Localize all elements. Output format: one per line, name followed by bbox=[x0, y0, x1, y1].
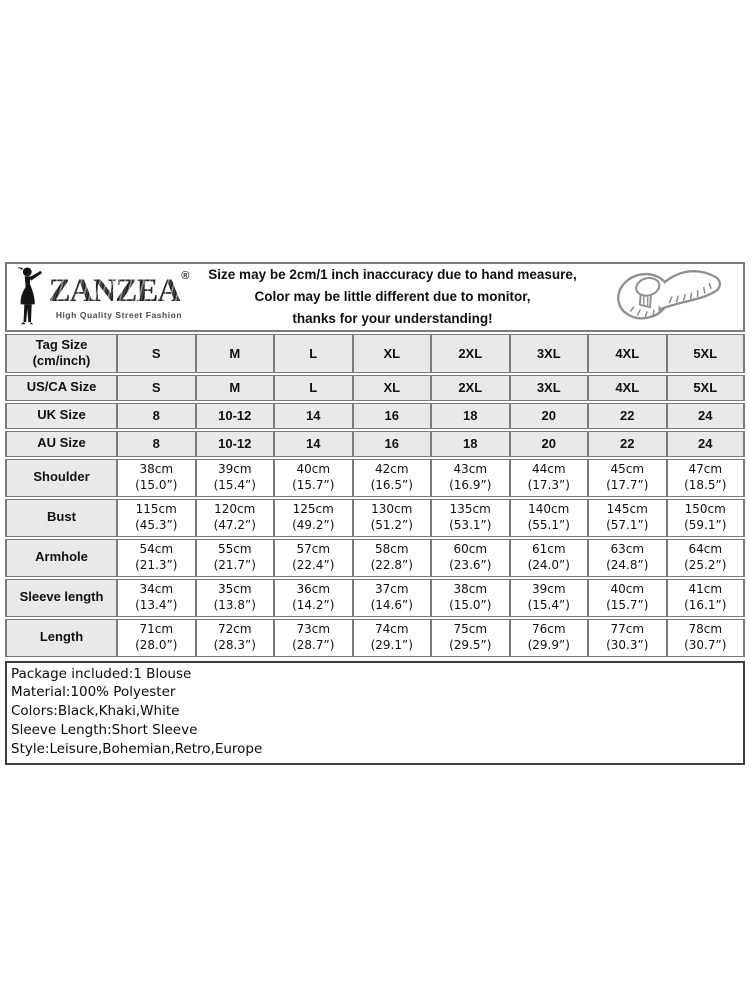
size-cell: 55cm (21.7”) bbox=[196, 539, 275, 577]
row-label: AU Size bbox=[5, 431, 117, 457]
size-cell: 34cm (13.4”) bbox=[117, 579, 196, 617]
size-cell: 16 bbox=[353, 403, 432, 429]
size-cell: 63cm (24.8”) bbox=[588, 539, 667, 577]
table-row bbox=[5, 403, 745, 429]
size-cell: 57cm (22.4”) bbox=[274, 539, 353, 577]
product-info bbox=[5, 661, 745, 765]
disclaimer-line: Size may be 2cm/1 inch inaccuracy due to hand measure, bbox=[208, 267, 577, 283]
row-label: UK Size bbox=[5, 403, 117, 429]
size-cell: 37cm (14.6”) bbox=[353, 579, 432, 617]
size-cell: 35cm (13.8”) bbox=[196, 579, 275, 617]
size-table bbox=[5, 332, 745, 659]
size-cell: 58cm (22.8”) bbox=[353, 539, 432, 577]
size-cell: 115cm (45.3”) bbox=[117, 499, 196, 537]
size-cell: 41cm (16.1”) bbox=[667, 579, 746, 617]
size-cell: XL bbox=[353, 334, 432, 373]
size-cell: 22 bbox=[588, 403, 667, 429]
table-row bbox=[5, 579, 745, 617]
size-cell: 61cm (24.0”) bbox=[510, 539, 589, 577]
product-info-line: Style:Leisure,Bohemian,Retro,Europe bbox=[11, 741, 263, 758]
table-row bbox=[5, 375, 745, 401]
size-cell: 47cm (18.5”) bbox=[667, 459, 746, 497]
size-cell: 78cm (30.7”) bbox=[667, 619, 746, 657]
size-cell: 73cm (28.7”) bbox=[274, 619, 353, 657]
size-cell: 36cm (14.2”) bbox=[274, 579, 353, 617]
size-cell: 18 bbox=[431, 403, 510, 429]
size-cell: 38cm (15.0”) bbox=[117, 459, 196, 497]
size-cell: 4XL bbox=[588, 334, 667, 373]
size-cell: 5XL bbox=[667, 334, 746, 373]
table-row bbox=[5, 334, 745, 373]
size-cell: 2XL bbox=[431, 334, 510, 373]
size-cell: 71cm (28.0”) bbox=[117, 619, 196, 657]
product-info-line: Material:100% Polyester bbox=[11, 684, 176, 701]
size-cell: 42cm (16.5”) bbox=[353, 459, 432, 497]
disclaimer-line: thanks for your understanding! bbox=[292, 310, 493, 326]
size-cell: 39cm (15.4”) bbox=[196, 459, 275, 497]
size-cell: 8 bbox=[117, 431, 196, 457]
size-cell: 14 bbox=[274, 403, 353, 429]
size-cell: 24 bbox=[667, 403, 746, 429]
size-cell: 75cm (29.5”) bbox=[431, 619, 510, 657]
size-cell: 3XL bbox=[510, 334, 589, 373]
size-cell: 18 bbox=[431, 431, 510, 457]
registered-trademark-mark: ® bbox=[181, 269, 190, 282]
size-cell: 8 bbox=[117, 403, 196, 429]
size-cell: 45cm (17.7”) bbox=[588, 459, 667, 497]
size-cell: 130cm (51.2”) bbox=[353, 499, 432, 537]
size-cell: 64cm (25.2”) bbox=[667, 539, 746, 577]
measuring-tape-icon bbox=[593, 265, 743, 329]
size-cell: 38cm (15.0”) bbox=[431, 579, 510, 617]
size-chart-sheet bbox=[5, 262, 745, 765]
row-label: Armhole bbox=[5, 539, 117, 577]
product-info-line: Package included:1 Blouse bbox=[11, 665, 192, 682]
row-label: US/CA Size bbox=[5, 375, 117, 401]
product-info-line: Sleeve Length:Short Sleeve bbox=[11, 722, 198, 739]
size-cell: 24 bbox=[667, 431, 746, 457]
size-cell: 74cm (29.1”) bbox=[353, 619, 432, 657]
size-cell: 20 bbox=[510, 403, 589, 429]
table-row bbox=[5, 499, 745, 537]
size-cell: 77cm (30.3”) bbox=[588, 619, 667, 657]
fashion-figure-icon bbox=[10, 266, 46, 328]
size-cell: 54cm (21.3”) bbox=[117, 539, 196, 577]
size-cell: 16 bbox=[353, 431, 432, 457]
product-info-line: Colors:Black,Khaki,White bbox=[11, 703, 180, 720]
disclaimer-text bbox=[192, 264, 593, 330]
size-cell: 22 bbox=[588, 431, 667, 457]
table-row bbox=[5, 539, 745, 577]
size-cell: 60cm (23.6”) bbox=[431, 539, 510, 577]
size-cell: 5XL bbox=[667, 375, 746, 401]
brand-name: ZANZEA bbox=[48, 272, 181, 309]
row-label: Tag Size (cm/inch) bbox=[5, 334, 117, 373]
size-cell: 39cm (15.4”) bbox=[510, 579, 589, 617]
row-label: Bust bbox=[5, 499, 117, 537]
size-cell: 150cm (59.1”) bbox=[667, 499, 746, 537]
table-row bbox=[5, 459, 745, 497]
brand-tagline: High Quality Street Fashion bbox=[55, 309, 183, 320]
size-cell: 40cm (15.7”) bbox=[274, 459, 353, 497]
row-label: Sleeve length bbox=[5, 579, 117, 617]
table-row bbox=[5, 431, 745, 457]
size-cell: XL bbox=[353, 375, 432, 401]
size-cell: 2XL bbox=[431, 375, 510, 401]
row-label: Shoulder bbox=[5, 459, 117, 497]
size-cell: S bbox=[117, 334, 196, 373]
size-cell: 40cm (15.7”) bbox=[588, 579, 667, 617]
table-row bbox=[5, 619, 745, 657]
size-cell: M bbox=[196, 334, 275, 373]
size-cell: 20 bbox=[510, 431, 589, 457]
size-cell: 72cm (28.3”) bbox=[196, 619, 275, 657]
size-cell: 140cm (55.1”) bbox=[510, 499, 589, 537]
size-cell: 3XL bbox=[510, 375, 589, 401]
size-cell: 76cm (29.9”) bbox=[510, 619, 589, 657]
size-cell: 120cm (47.2”) bbox=[196, 499, 275, 537]
size-cell: L bbox=[274, 334, 353, 373]
brand-text-block bbox=[48, 269, 190, 320]
size-cell: M bbox=[196, 375, 275, 401]
size-cell: 145cm (57.1”) bbox=[588, 499, 667, 537]
size-cell: 4XL bbox=[588, 375, 667, 401]
size-cell: 14 bbox=[274, 431, 353, 457]
size-cell: 43cm (16.9”) bbox=[431, 459, 510, 497]
disclaimer-line: Color may be little different due to monitor, bbox=[254, 289, 531, 305]
size-cell: 125cm (49.2”) bbox=[274, 499, 353, 537]
brand-logo bbox=[7, 266, 192, 328]
size-cell: S bbox=[117, 375, 196, 401]
chart-header bbox=[5, 262, 745, 332]
row-label: Length bbox=[5, 619, 117, 657]
size-cell: 10-12 bbox=[196, 403, 275, 429]
size-table-body bbox=[5, 334, 745, 657]
size-cell: L bbox=[274, 375, 353, 401]
size-cell: 135cm (53.1”) bbox=[431, 499, 510, 537]
size-cell: 44cm (17.3”) bbox=[510, 459, 589, 497]
size-cell: 10-12 bbox=[196, 431, 275, 457]
